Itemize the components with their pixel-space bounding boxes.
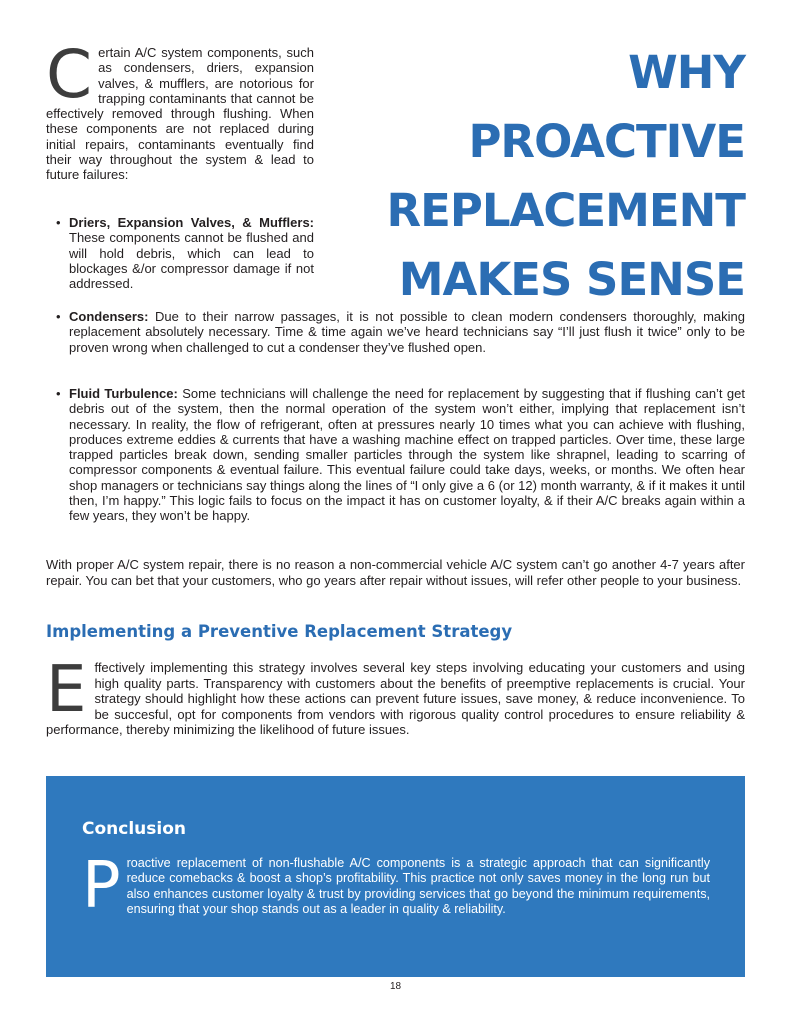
drop-cap: E — [46, 653, 87, 727]
conclusion-text: roactive replacement of non-flushable A/C components is a strategic approach that can significantly reduce comebacks & boost a shop’s profitability. This practice not only saves money in the long run but also enhances customer loyalty & trust by providing services that go beyond the minimum requirements, ensuring that your shop stands out as a leader in quality & reliability. — [126, 856, 710, 916]
title-line: MAKES SENSE — [398, 253, 745, 306]
bullet-list — [46, 386, 745, 524]
conclusion-heading: Conclusion — [82, 819, 186, 839]
bullet-text: Some technicians will challenge the need for replacement by suggesting that if flushing can’t get debris out of the system, then the normal operation of the system won’t either, implying that replacement isn’t necessary. In reality, the flow of refrigerant, often at pressures nearly 10 times what you can achieve with flushing, produces extreme eddies & currents that have a washing machine effect on trapped particles. Over time, these large trapped particles break down, sending smaller particles through the system like shrapnel, leading to scarring of compressor components & eventual failure. This eventual failure could take days, weeks, or months. We often hear shop managers or technicians say things along the lines of “I only give a 6 (or 12) month warranty, & if it makes it until then, I’m happy.” This logic fails to focus on the impact it has on customer loyalty, & if their A/C breaks again within a few years, they won’t be happy. — [69, 386, 745, 524]
bullet-list — [46, 309, 745, 355]
page-number: 18 — [389, 981, 402, 992]
section-paragraph — [46, 653, 745, 738]
section-text: ffectively implementing this strategy involves several key steps involving educating your customers and using high quality parts. Transparency with customers about the benefits of preemptive replacements is crucial. Your strategy should highlight how these actions can prevent future issues, save money, & reduce inconvenience. To be succesful, opt for components from vendors with rigorous quality control procedures to ensure reliability & performance, thereby minimizing the likelihood of future issues. — [46, 660, 745, 737]
conclusion-box — [46, 776, 745, 977]
bullet-label: Condensers: — [69, 309, 149, 324]
bullet-list — [46, 215, 314, 291]
bullet-label: Driers, Expansion Valves, & Mufflers: — [69, 215, 314, 230]
drop-cap: C — [46, 36, 93, 113]
conclusion-paragraph — [82, 849, 710, 923]
intro-paragraph — [46, 36, 314, 183]
bullet-item — [46, 215, 314, 291]
drop-cap: P — [82, 849, 121, 923]
page-title — [325, 38, 745, 314]
closing-paragraph: With proper A/C system repair, there is no reason a non-commercial vehicle A/C system can’t go another 4-7 years after repair. You can bet that your customers, who go years after repair without issues, will refer other people to your business. — [46, 557, 745, 588]
bullet-label: Fluid Turbulence: — [69, 386, 178, 401]
title-line: WHY — [628, 46, 745, 99]
intro-text: ertain A/C system components, such as condensers, driers, expansion valves, & mufflers, are notorious for trapping contaminants that cannot be effectively removed through flushing. When these components are not replaced during initial repairs, contaminants eventually find their way throughout the system & lead to future failures: — [46, 45, 314, 183]
bullet-item — [46, 309, 745, 355]
bullet-text: Due to their narrow passages, it is not possible to clean modern condensers thoroughly, making replacement absolutely necessary. Time & time again we’ve heard technicians say “I’ll just flush it twice” only to be proven wrong when challenged to cut a condenser they’ve flushed open. — [69, 309, 745, 355]
title-line: PROACTIVE — [468, 115, 745, 168]
title-line: REPLACEMENT — [386, 184, 745, 237]
section-heading: Implementing a Preventive Replacement Strategy — [46, 622, 513, 641]
bullet-text: These components cannot be flushed and will hold debris, which can lead to blockages &/or compressor damage if not addressed. — [69, 230, 314, 292]
bullet-item — [46, 386, 745, 524]
